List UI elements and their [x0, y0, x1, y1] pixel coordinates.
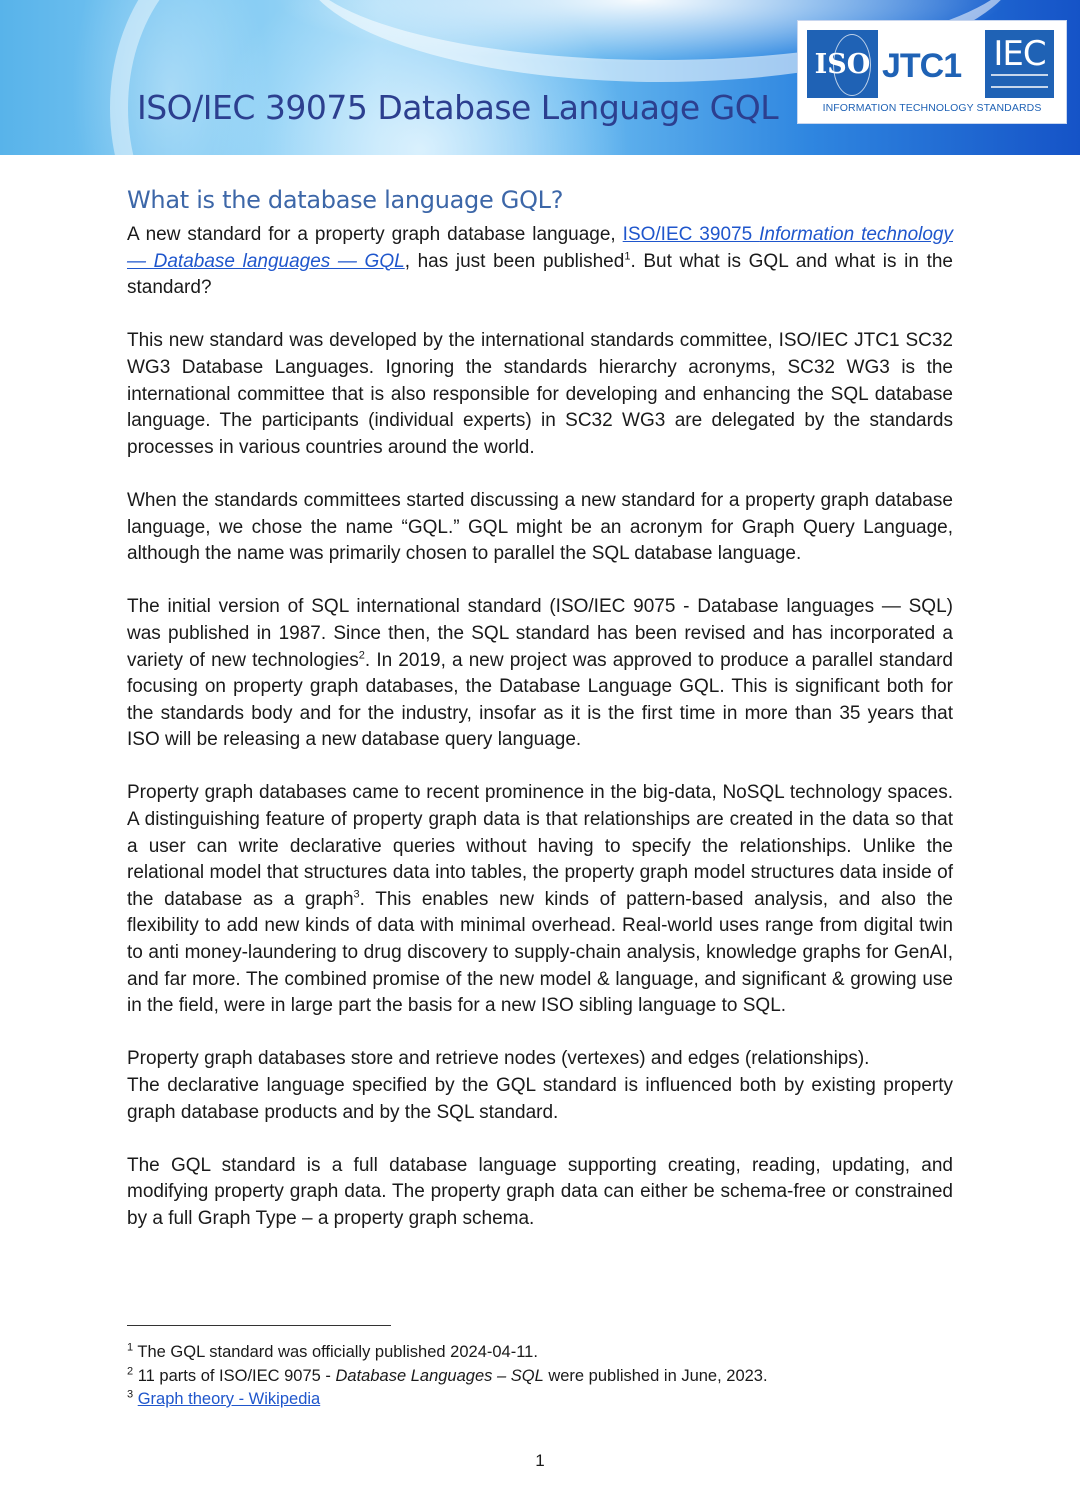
iso-jtc1-iec-logo [797, 20, 1067, 124]
paragraph-committee: This new standard was developed by the international standards committee, ISO/IEC JTC1 SC32 WG3 Database Languages. Ignoring the standards hierarchy acronyms, SC32 WG3 is the international committee that is also responsible for developing and enhancing the SQL database language. The participants (individual experts) in SC32 WG3 are delegated by the standards processes in various countries around the world. [127, 330, 953, 458]
footnote-number: 2 [127, 1365, 134, 1377]
graph-theory-wikipedia-link[interactable]: Graph theory - Wikipedia [137, 1390, 321, 1408]
iso-logo-block [807, 30, 878, 98]
paragraph-nodes-edges-line1: Property graph databases store and retrieve nodes (vertexes) and edges (relationships). [127, 1048, 870, 1070]
section-heading: What is the database language GQL? [127, 186, 564, 214]
page-number: 1 [535, 1451, 545, 1470]
footnote-text: The GQL standard was officially published 2024-04-11. [133, 1343, 538, 1361]
footnote-number: 1 [127, 1341, 134, 1354]
text-run: , has just been published [404, 250, 625, 272]
iec-logo-text: IEC [993, 34, 1046, 74]
jtc1-logo-text: JTC1 [882, 47, 962, 85]
text-run: . In 2019, a new project was approved to produce a parallel standard focusing on property graph databases, the Database Language GQL. This is significant both for the standards body and for the industry, insofar as it is the first time in more than 35 years that ISO will be releasing a new database query language. [127, 649, 953, 751]
text-run: A new standard for a property graph database language, [127, 224, 623, 245]
link-text: ISO/IEC 39075 [622, 224, 760, 245]
footnote-text: 11 parts of ISO/IEC 9075 - [133, 1366, 336, 1385]
iec-logo-block [985, 30, 1054, 98]
footnotes [127, 1341, 768, 1412]
paragraph-history [127, 594, 953, 754]
header-banner [0, 0, 1080, 155]
link-text-italic: Information technology — Database languages — GQL [127, 224, 953, 272]
footnote-number: 3 [127, 1388, 134, 1401]
document-title: ISO/IEC 39075 Database Language GQL [137, 88, 779, 127]
text-run: The initial version of SQL international standard (ISO/IEC 9075 - Database languages — SQL) was published in 1987. Since then, the SQL standard has been revised and has incorporated a variety of new technologies [127, 596, 953, 671]
footnote-1 [127, 1341, 768, 1365]
paragraph-intro [127, 222, 953, 302]
footnote-ref-2[interactable]: 2 [358, 649, 365, 662]
logo-tagline: INFORMATION TECHNOLOGY STANDARDS [822, 102, 1042, 114]
iso-logo-text: ISO [814, 48, 871, 80]
text-run: Property graph databases came to recent prominence in the big-data, NoSQL technology spaces. A distinguishing feature of property graph data is that relationships are created in the data so that a user can write declarative queries without having to specify the relationships. Unlike the relational model that structures data into tables, the property graph model structures data inside of the database as a graph [127, 782, 953, 910]
paragraph-property-graphs [127, 780, 953, 1019]
footnote-text: were published in June, 2023. [543, 1366, 768, 1385]
paragraph-nodes-edges-line2: The declarative language specified by the GQL standard is influenced both by existing property graph database products and by the SQL standard. [127, 1075, 953, 1123]
iec-lines-icon [991, 74, 1048, 88]
footnote-text-italic: Database Languages – SQL [335, 1366, 544, 1385]
footnote-2 [127, 1365, 768, 1389]
banner-swirl-decoration [110, 0, 386, 155]
footnote-ref-1[interactable]: 1 [624, 250, 631, 263]
paragraph-name: When the standards committees started discussing a new standard for a property graph database language, we chose the name “GQL.” GQL might be an acronym for Graph Query Language, although the name was primarily chosen to parallel the SQL database language. [127, 489, 953, 565]
footnote-ref-3[interactable]: 3 [353, 888, 360, 901]
document-body [127, 186, 953, 1259]
paragraph-full-language: The GQL standard is a full database language supporting creating, reading, updating, and modifying property graph data. The property graph data can either be schema-free or constrained by a full Graph Type – a property graph schema. [127, 1154, 953, 1229]
text-run: . But what is GQL and what is in the standard? [127, 250, 953, 299]
footnote-separator [127, 1325, 391, 1326]
text-run: . This enables new kinds of pattern-based analysis, and also the flexibility to add new kinds of data with minimal overhead. Real-world uses range from digital twin to anti money-laundering to drug discovery to supply-chain analysis, knowledge graphs for GenAI, and far more. The combined promise of the new model & language, and significant & growing use in the field, were in large part the basis for a new ISO sibling language to SQL. [127, 888, 953, 1017]
footnote-3 [127, 1388, 768, 1412]
